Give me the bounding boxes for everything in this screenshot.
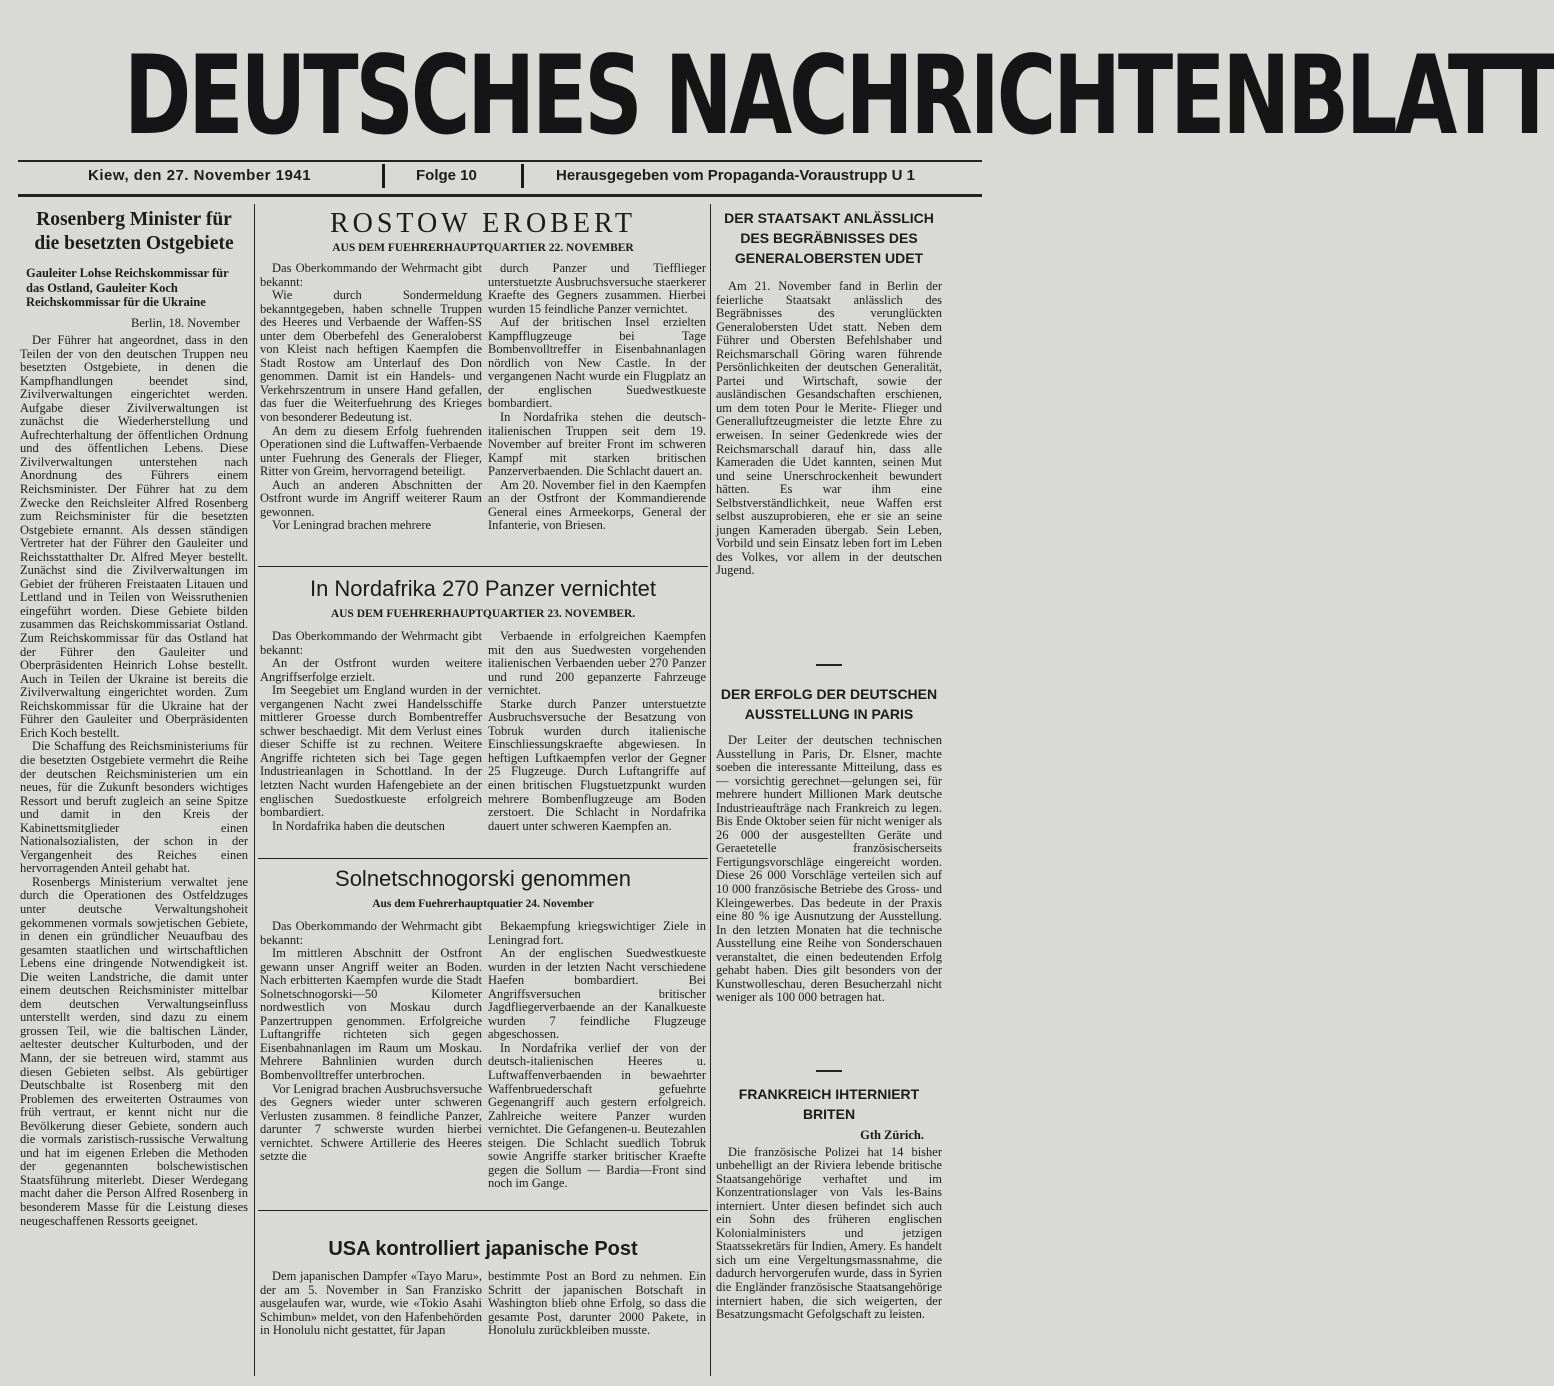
article-body: [716, 1146, 942, 1322]
solnetschnogorski-column-2: [488, 920, 706, 1190]
paragraph: Starke durch Panzer unterstuetzte Ausbruchsversuche der Besatzung von Tobruk wurden durch italienische Einschliessungskraefte abgewiesen. In heftigen Luftkaempfen verlor der Gegner 25 Flugzeuge. Durch Luftangriffe auf einen britischen Flugstuetzpunkt wurden mehrere Bombenflugzeuge am Boden zerstoert. Die Schlacht in Nordafrika dauert unter schweren Kaempfen an.: [488, 696, 706, 833]
udet-article: [716, 208, 942, 648]
paragraph: Rosenbergs Ministerium verwaltet jene durch die Operationen des Ostfeldzuges unter deutsche Verwaltungshoheit gekommenen vormals sowjetischen Gebiete, in denen ein gründlicher Neuaufbau des gesamten staatlichen und wirtschaftlichen Lebens eine dringende Notwendigkeit ist. Die weiten Landstriche, die damit unter einem deutschen Reichsminister mittelbar dem deutschen Verwaltungseinfluss unterstellt werden, sind dazu zu einem grossen Teil, wie die baltischen Länder, aeltester deutscher Kulturboden, und der Mann, der sie betreuen wird, stammt aus diesen Gebieten selbst. Als gebürtiger Deutschbalte ist Rosenberg mit den Problemen des erweiterten Ostraumes von früh vertraut, er kennt nicht nur die Bevölkerung dieser Gebiete, sondern auch die vormals zaristisch-russische Verwaltung und hat im eigenen Erleben die Methoden der gegenannten bolschewistischen Staatsführung miterlebt. Dieser Werdegang macht daher die Person Alfred Rosenberg in besonderem Masse für die Leistung dieses neugeschaffenen Ressorts geeignet.: [20, 874, 248, 1228]
article-dateline: Gth Zürich.: [860, 1128, 924, 1142]
paragraph: Im Seegebiet um England wurden in der vergangenen Nacht zwei Handelsschiffe mittlerer Groesse durch Bombentreffer schwer beschaedigt. Mit dem Verlust eines dieser Schiffe ist zu rechnen. Weitere Angriffe richteten sich bei Tage gegen Industrieanlagen in Schottland. In der letzten Nacht wurden Hafengebiete an der englischen Suedostkueste erfolgreich bombardiert.: [260, 683, 482, 820]
paragraph: An dem zu diesem Erfolg fuehrenden Operationen sind die Luftwaffen-Verbaende unter Fuehrung des Generals der Flieger, Ritter von Greim, hervorragend beteiligt.: [260, 423, 482, 479]
paragraph: Auch an anderen Abschnitten der Ostfront wurde im Angriff weiterer Raum gewonnen.: [260, 477, 482, 519]
paragraph: In Nordafrika verlief der von der deutsch-italienischen Heeres u. Luftwaffenverbaenden in bewaehrter Waffenbruederschaft gefuehrte Gegenangriff auch gestern erfolgreich. Zahlreiche weitere Panzer wurden vernichtet. Die Gefangenen-u. Beutezahlen steigen. Die Schlacht suedlich Tobruk sowie Angriffe starker britischer Kraefte gegen die Sollum — Bardia—Front sind noch im Gange.: [488, 1040, 706, 1191]
paragraph: Im mittleren Abschnitt der Ostfront gewann unser Angriff weiter an Boden. Nach erbitterten Kaempfen wurde die Stadt Solnetschnogorski—50 Kilometer nordwestlich von Moskau durch Panzertruppen genommen. Erfolgreiche Luftangriffe richteten sich gegen Eisenbahnanlagen im Raum um Moskau. Mehrere Bahnlinien wurden durch Bombenvolltreffer unterbrochen.: [260, 946, 482, 1083]
ausstellung-article: [716, 684, 942, 1070]
paragraph: Vor Lenigrad brachen Ausbruchsversuche des Gegners wieder unter schweren Verlusten zusammen. 8 feindliche Panzer, darunter 7 schwerste wurden hierbei vernichtet. Schwere Artillerie des Heeres setzte die: [260, 1081, 482, 1164]
article-headline: FRANKREICH IHTERNIERT BRITEN: [738, 1086, 920, 1122]
masthead-rule-top: [18, 160, 982, 162]
paragraph: Wie durch Sondermeldung bekanntgegeben, haben schnelle Truppen des Heeres und Verbaende der Waffen-SS unter dem Oberbefehl des Generaloberst von Kleist nach heftigen Kaempfen die Stadt Rostow am Unterlauf des Don genommen. Damit ist ein Handels- und Verkehrszentrum in unsere Hand gefallen, das fuer die Weiterfuehrung des Krieges von besonderer Bedeutung ist.: [260, 288, 482, 425]
rostow-headline: ROSTOW EROBERT: [329, 208, 637, 239]
article-body: [716, 280, 942, 578]
paragraph: An der Ostfront wurden weitere Angriffserfolge erzielt.: [260, 656, 482, 684]
masthead-title: DEUTSCHES NACHRICHTENBLATT: [124, 30, 1554, 160]
paragraph: An der englischen Suedwestkueste wurden in der letzten Nacht verschiedene Haefen bombardiert. Bei Angriffsversuchen britischer Jagdfliegerverbaende an der Kanalkueste wurden 7 feindliche Flugzeuge abgeschossen.: [488, 946, 706, 1042]
paragraph: Das Oberkommando der Wehrmacht gibt bekannt:: [260, 629, 482, 657]
column-rule-right: [710, 204, 711, 1376]
dateline-publisher: Herausgegeben vom Propaganda-Voraustrupp U 1: [556, 167, 915, 184]
dateline-separator: [521, 164, 524, 188]
nordafrika-column-1: [260, 630, 482, 854]
paragraph: Das Oberkommando der Wehrmacht gibt bekannt:: [260, 919, 482, 947]
paragraph: Der Leiter der deutschen technischen Ausstellung in Paris, Dr. Elsner, machte soeben die interessante Mitteilung, dass es — vorsichtig gerechnet—gelungen sei, für mehrere hundert Millionen Mark deutsche Industrieaufträge nach Frankreich zu legen. Bis Ende Oktober seien für nicht weniger als 26 000 der ausgestellten Geräte und Geraetetelle französischerseits Fertigungsvorschläge eingereicht worden. Diese 26 000 Vorschläge verteilen sich auf 10 000 französische Betriebe des Gross- und Kleingewerbes. Das bedeute in der Praxis eine 80 % ige Ausnutzung der Ausstellung. In den letzten Monaten hat die technische Ausstellung eine Reihe von Sonderschauen veranstaltet, die einen bedeutenden Erfolg gehabt haben. Dies gilt besonders von der Kunstwolleschau, deren Besucherzahl nicht weniger als 100 000 betragen hat.: [716, 733, 942, 1005]
dateline-separator: [382, 164, 385, 188]
article-dateline: Berlin, 18. November: [130, 315, 240, 330]
paragraph: Verbaende in erfolgreichen Kaempfen mit den aus Suedwesten vorgehenden italienischen Verbaenden ueber 270 Panzer und rund 200 gepanzerte Fahrzeuge vernichtet.: [488, 629, 706, 698]
paragraph: Am 21. November fand in Berlin der feierliche Staatsakt anlässlich des Begräbnisses des verunglückten Generalobersten Udet statt. Neben dem Führer und Obersten Befehlshaber und Reichsmarschall Göring waren führende Persönlichkeiten der deutschen Generalität, Partei und Wirtschaft, sowie der ausländischen Gesandschaften erschienen, um dem toten Pour le Merite- Flieger und Generalluftzeugmeister die letzte Ehre zu erweisen. In seiner Gedenkrede wies der Reichsmarschall darauf hin, dass alle Kameraden die Udet kannten, seinen Mut und seine Unerschrockenheit bewundert hätten. Es war ihm eine Selbstverständlichkeit, neue Waffen erst selbst auszuprobieren, ehe er sie an seine jungen Kameraden übergab. Sein Leben, Vorbild und sein Einsatz leben fort im Leben des Volkes, vor allem in der deutschen Jugend.: [716, 279, 942, 578]
solnetschnogorski-headline: Solnetschnogorski genommen: [335, 866, 631, 891]
frankreich-article: [716, 1084, 942, 1374]
section-divider: [816, 1070, 842, 1072]
paragraph: In Nordafrika haben die deutschen: [272, 818, 445, 833]
article-subhead: Gauleiter Lohse Reichskommissar für das Ostland, Gauleiter Koch Reichskommissar für die Ukraine: [26, 266, 229, 309]
article-headline: DER ERFOLG DER DEUTSCHEN AUSSTELLUNG IN PARIS: [720, 686, 938, 722]
usa-column-2: [488, 1270, 706, 1370]
nordafrika-subhead: AUS DEM FUEHRERHAUPTQUARTIER 23. NOVEMBER.: [330, 608, 636, 620]
rosenberg-article: [20, 208, 248, 1368]
column-rule-left: [254, 204, 255, 1376]
rostow-column-2: [488, 262, 706, 562]
paragraph: Bekaempfung kriegswichtiger Ziele in Leningrad fort.: [488, 919, 706, 947]
article-body: [716, 734, 942, 1005]
nordafrika-column-2: [488, 630, 706, 854]
solnetschnogorski-rule: [258, 1210, 708, 1211]
paragraph: bestimmte Post an Bord zu nehmen. Ein Schritt der japanischen Botschaft in Washington blieb ohne Erfolg, so dass die gesamte Post, darunter 2000 Pakete, in Honolulu zurückbleiben musste.: [488, 1269, 706, 1338]
paragraph: durch Panzer und Tiefflieger unterstuetzte Ausbruchsversuche staerkerer Kraefte des Gegners zusammen. Hierbei wurden 15 feindliche Panzer vernichtet.: [488, 261, 706, 316]
paragraph: Auf der britischen Insel erzielten Kampfflugzeuge bei Tage Bombenvolltreffer in Eisenbahnanlagen nördlich von New Castle. In der vergangenen Nacht wurde ein Flugplatz an der englischen Suedwestkueste bombardiert.: [488, 315, 706, 411]
paragraph: Das Oberkommando der Wehrmacht gibt bekannt:: [260, 261, 482, 289]
solnetschnogorski-column-1: [260, 920, 482, 1190]
rostow-rule: [258, 566, 708, 567]
paragraph: Dem japanischen Dampfer «Tayo Maru», der am 5. November in San Franzisko ausgelaufen war, wurde, wie «Tokio Asahi Schimbun» meldet, von den Hafenbehörden in Honolulu nicht gestattet, für Japan: [260, 1269, 482, 1338]
usa-headline: USA kontrolliert japanische Post: [328, 1238, 638, 1260]
usa-column-1: [260, 1270, 482, 1370]
solnetschnogorski-subhead: Aus dem Fuehrerhauptquatier 24. November: [372, 898, 594, 910]
rostow-column-1: [260, 262, 482, 562]
nordafrika-headline: In Nordafrika 270 Panzer vernichtet: [309, 576, 657, 601]
article-body: [20, 334, 248, 1228]
paragraph: Der Führer hat angeordnet, dass in den Teilen der von den deutschen Truppen neu besetzten Ostgebiete, in denen die Kampfhandlungen beendet sind, Zivilverwaltungen eingerichtet werden. Aufgabe dieser Zivilverwaltungen ist zunächst die Wiederherstellung und Aufrechterhaltung der öffentlichen Ordnung und des öffentlichen Lebens. Diese Zivilverwaltungen unterstehen nach Anordnung des Führers einem Reichsminister. Der Führer hat zu dem Zwecke den Reichsleiter Alfred Rosenberg zum Reichsminister für die besetzten Ostgebiete ernannt. Als dessen ständigen Vertreter hat der Führer den Gauleiter und Reichsstatthalter Dr. Alfred Meyer bestellt. Zunächst sind die Zivilverwaltungen im Gebiet der früheren Freistaaten Litauen und Lettland und in Teilen von Weissruthenien eingeführt worden. Diese Gebiete bilden zusammen das Reichskommissariat Ostland. Zum Reichskommissar für das Ostland hat der Führer den Gauleiter und Oberpräsidenten Heinrich Lohse bestellt. Auch in Teilen der Ukraine ist bereits die Zivilverwaltung eingerichtet worden. Zum Reichskommissar für die Ukraine hat der Führer den Gauleiter und Oberpräsidenten Erich Koch bestellt.: [20, 333, 248, 740]
rostow-subhead: AUS DEM FUEHRERHAUPTQUARTIER 22. NOVEMBER: [332, 242, 634, 254]
paragraph: Am 20. November fiel in den Kaempfen an der Ostfront der Kommandierende General eines Armeekorps, General der Infanterie, von Briesen.: [488, 477, 706, 533]
dateline-place-date: Kiew, den 27. November 1941: [88, 167, 312, 184]
paragraph: Die Schaffung des Reichsministeriums für die besetzten Ostgebiete vermehrt die Reihe der deutschen Reichsministerien um ein neues, für die Zukunft besonders wichtiges Ressort und beruft zugleich an seine Spitze und damit in den Kreis der Kabinettsmitglieder einen Nationalsozialisten, der schon in der Vergangenheit des Reiches einen hervorragenden Anteil gehabt hat.: [20, 739, 248, 876]
article-headline: DER STAATSAKT ANLÄSSLICH DES BEGRÄBNISSES DES GENERALOBERSTEN UDET: [724, 210, 934, 266]
nordafrika-rule: [258, 858, 708, 859]
paragraph: In Nordafrika stehen die deutsch-italienischen Truppen seit dem 19. November auf breiter Front im schweren Kampf mit starken britischen Panzerverbaenden. Die Schlacht dauert an.: [488, 410, 706, 479]
section-divider: [816, 664, 842, 666]
masthead-rule-bottom: [18, 194, 982, 197]
paragraph: Vor Leningrad brachen mehrere: [272, 518, 432, 533]
dateline-issue: Folge 10: [416, 167, 477, 184]
article-headline: Rosenberg Minister für die besetzten Ostgebiete: [34, 209, 234, 254]
paragraph: Die französische Polizei hat 14 bisher unbehelligt an der Riviera lebende britische Staatsangehörige verhaftet und im Konzentrationslager von Vals les-Bains interniert. Unter diesen befindet sich auch ein Sohn des früheren englischen Kolonialministers und jetzigen Staatssekretärs für Indien, Amery. Es handelt sich um eine Vergeltungsmassnahme, die dadurch hervorgerufen wurde, dass in Syrien die Engländer französische Staatsangehörige interniert haben, die sich weigerten, der Besatzungsmacht Gefolgschaft zu leisten.: [716, 1144, 942, 1322]
